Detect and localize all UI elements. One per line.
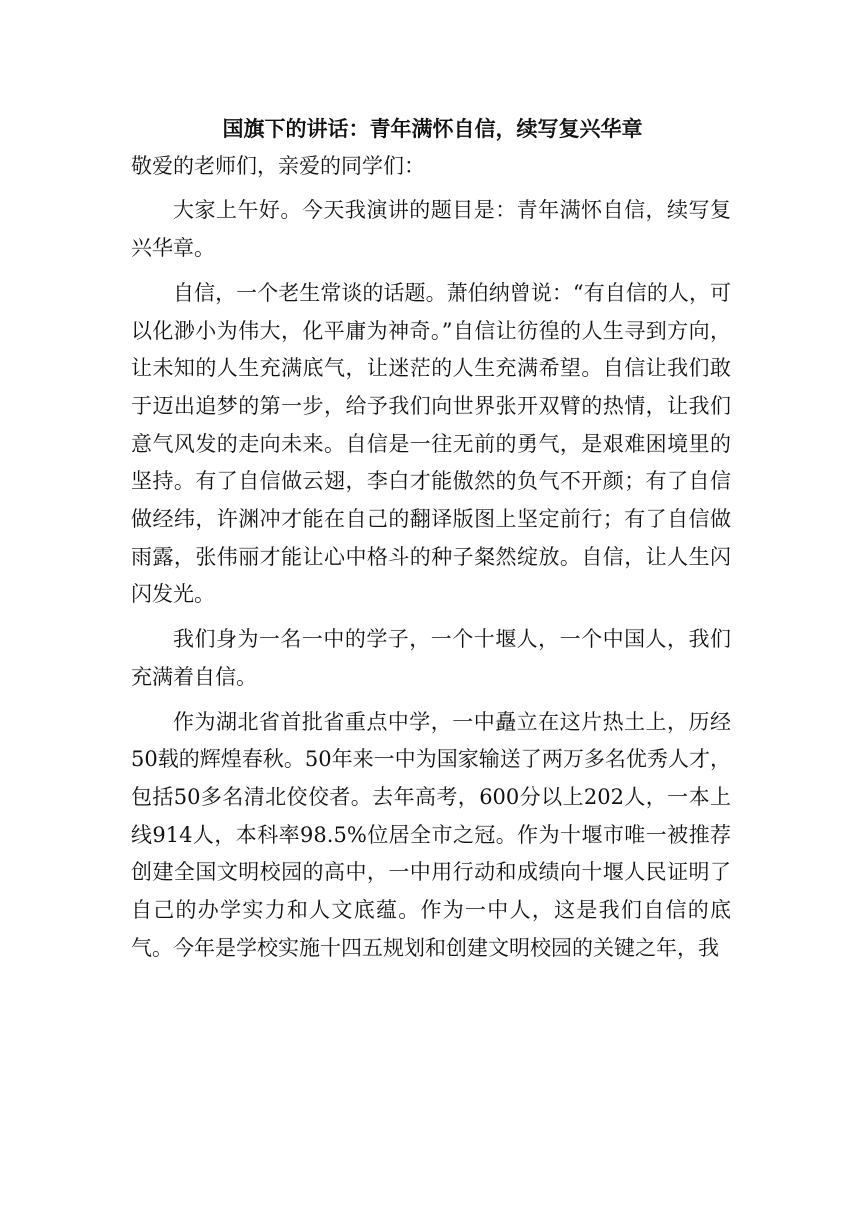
paragraph-greeting: 大家上午好。今天我演讲的题目是：青年满怀自信，续写复兴华章。 bbox=[131, 198, 731, 261]
paragraph-school: 作为湖北省首批省重点中学，一中矗立在这片热土上，历经50载的辉煌春秋。50年来一中为国家输送了两万多名优秀人才，包括50多名清北佼佼者。去年高考，600分以上202人，一本上线914人，本科率98.5%位居全市之冠。作为十堰市唯一被推荐创建全国文明校园的高中，一中用行动和成绩向十堰人民证明了自己的办学实力和人文底蕴。作为一中人，这是我们自信的底气。今年是学校实施十四五规划和创建文明校园的关键之年，我 bbox=[131, 709, 731, 960]
salutation: 敬爱的老师们，亲爱的同学们： bbox=[131, 153, 425, 178]
paragraph-confidence: 自信，一个老生常谈的话题。萧伯纳曾说：“有自信的人，可以化渺小为伟大，化平庸为神奇。”自信让彷徨的人生寻到方向，让未知的人生充满底气，让迷茫的人生充满希望。自信让我们敢于迈出追梦的第一步，给予我们向世界张开双臂的热情，让我们意气风发的走向未来。自信是一往无前的勇气，是艰难困境里的坚持。有了自信做云翅，李白才能傲然的负气不开颜；有了自信做经纬，许渊冲才能在自己的翻译版图上坚定前行；有了自信做雨露，张伟丽才能让心中格斗的种子粲然绽放。自信，让人生闪闪发光。 bbox=[131, 280, 731, 607]
document-body bbox=[131, 110, 731, 967]
paragraph-identity: 我们身为一名一中的学子，一个十堰人，一个中国人，我们充满着自信。 bbox=[131, 627, 731, 689]
document-title: 国旗下的讲话：青年满怀自信，续写复兴华章 bbox=[222, 116, 643, 141]
